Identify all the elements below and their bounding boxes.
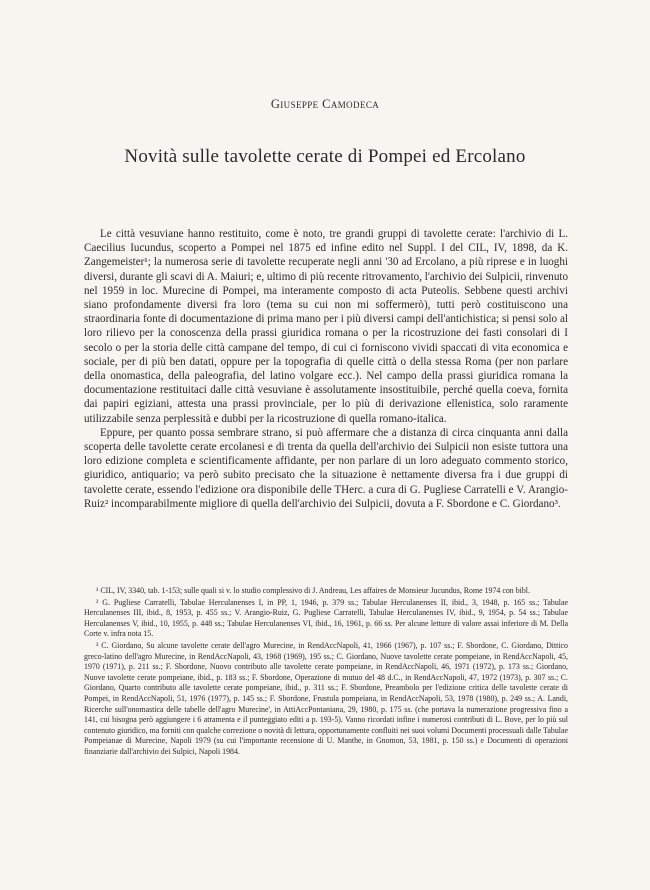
article-title: Novità sulle tavolette cerate di Pompei ed Ercolano xyxy=(124,146,526,167)
paragraph: Eppure, per quanto possa sembrare strano, si può affermare che a distanza di circa cinquanta anni dalla scoperta delle tavolette cerate ercolanesi e di trenta da quella dell'archivio dei Sulpicii non esiste tuttora una loro edizione completa e scientificamente affidante, per non parlare di un loro adeguato commento storico, giuridico, antiquario; va però subito precisato che la situazione è nettamente diversa fra i due gruppi di tavolette cerate, essendo l'edizione ora disponibile delle THerc. a cura di G. Pugliese Carratelli e V. Arangio-Ruiz² incomparabilmente migliore di quella dell'archivio dei Sulpicii, dovuta a F. Sbordone e C. Giordano³. xyxy=(84,426,568,510)
footnote: ³ C. Giordano, Su alcune tavolette cerate dell'agro Murecine, in RendAccNapoli, 41, 1966 (1967), p. 107 ss.; F. Sbordone, C. Giordano, Dittico greco-latino dell'agro Murecine, in RendAccNapoli, 43, 1968 (1969), 195 ss.; C. Giordano, Nuove tavolette cerate pompeiane, in RendAccNapoli, 45, 1970 (1971), p. 211 ss.; F. Sbordone, Nuovo contributo alle tavolette cerate pompeiane, in RendAccNapoli, 46, 1971 (1972), p. 173 ss.; Giordano, Nuove tavolette cerate pompeiane, ibid., p. 183 ss.; F. Sbordone, Operazione di mutuo del 48 d.C., in RendAccNapoli, 47, 1972 (1973), p. 307 ss.; C. Giordano, Quarto contributo alle tavolette cerate pompeiane, ibid., p. 311 ss.; F. Sbordone, Preambolo per l'edizione critica delle tavolette cerate di Pompei, in RendAccNapoli, 51, 1976 (1977), p. 145 ss.; F. Sbordone, Frustula pompeiana, in RendAccNapoli, 53, 1978 (1980), p. 249 ss.; A. Landi, Ricerche sull'onomastica delle tabelle dell'agro Murecine', in AttiAccPontaniana, 29, 1980, p. 175 ss. (che portava la numerazione progressiva fino a 141, cui bisogna però aggiungere i 6 atramenta e il punteggiato editi a p. 193-5). Vanno ricordati infine i numerosi contributi di L. Bove, per lo più sul contenuto giuridico, ma forniti con qualche correzione o novità di lettura, opportunamente confluiti nei suoi volumi Documenti processuali dalle Tabulae Pompeianae di Murecine, Napoli 1979 (su cui l'importante recensione di U. Manthe, in Gnomon, 53, 1981, p. 150 ss.) e Documenti di operazioni finanziarie dall'archivio dei Sulpici, Napoli 1984. xyxy=(84,640,568,756)
author-name: Giuseppe Camodeca xyxy=(270,97,380,111)
footnotes xyxy=(84,586,568,759)
paragraph: Le città vesuviane hanno restituito, come è noto, tre grandi gruppi di tavolette cerate: l'archivio di L. Caecilius Iucundus, scoperto a Pompei nel 1875 ed infine edito nel Suppl. I del CIL, IV, 1898, da K. Zangemeister¹; la numerosa serie di tavolette recuperate negli anni '30 ad Ercolano, a più riprese e in luoghi diversi, durante gli scavi di A. Maiuri; e, ultimo di più recente ritrovamento, l'archivio dei Sulpicii, rinvenuto nel 1959 in loc. Murecine di Pompei, ma interamente composto di acta Puteolis. Sebbene questi archivi siano profondamente diversi fra loro (tema su cui non mi soffermerò), tutti però costituiscono una straordinaria fonte di documentazione di prima mano per i più diversi campi dell'antichistica; si pensi solo al loro rilievo per la conoscenza della prassi giuridica romana o per la ricostruzione dei fasti consolari di I secolo o per la storia delle città campane del tempo, di cui ci forniscono vividi spaccati di vita economica e sociale, per di più ben datati, oppure per la topografia di quelle città o della stessa Roma (per non parlare della onomastica, della paleografia, del latino volgare ecc.). Nel campo della prassi giuridica romana la documentazione restituitaci dalle città vesuviane è assolutamente insostituibile, perché quella coeva, fornita dai papiri egiziani, attesta una prassi provinciale, per lo più di derivazione ellenistica, solo raramente utilizzabile senza perplessità e dubbi per la ricostruzione di quella romano-italica. xyxy=(84,228,568,425)
footnote: ¹ CIL, IV, 3340, tab. 1-153; sulle quali si v. lo studio complessivo di J. Andreau, Les affaires de Monsieur Jucundus, Rome 1974 con bibl. xyxy=(96,586,530,595)
body-text xyxy=(84,227,568,511)
footnote: ² G. Pugliese Carratelli, Tabulae Herculanenses I, in PP, 1, 1946, p. 379 ss.; Tabulae Herculanenses II, ibid., 3, 1948, p. 165 ss.; Tabulae Herculanenses III, ibid., 8, 1953, p. 455 ss.; V. Arangio-Ruiz, G. Pugliese Carratelli, Tabulae Herculanenses IV, ibid., 9, 1954, p. 54 ss.; Tabulae Herculanenses V, ibid., 10, 1955, p. 448 ss.; Tabulae Herculanenses VI, ibid., 16, 1961, p. 66 ss. Per alcune letture di valore assai inferiore di M. Della Corte v. infra nota 15. xyxy=(84,597,568,639)
